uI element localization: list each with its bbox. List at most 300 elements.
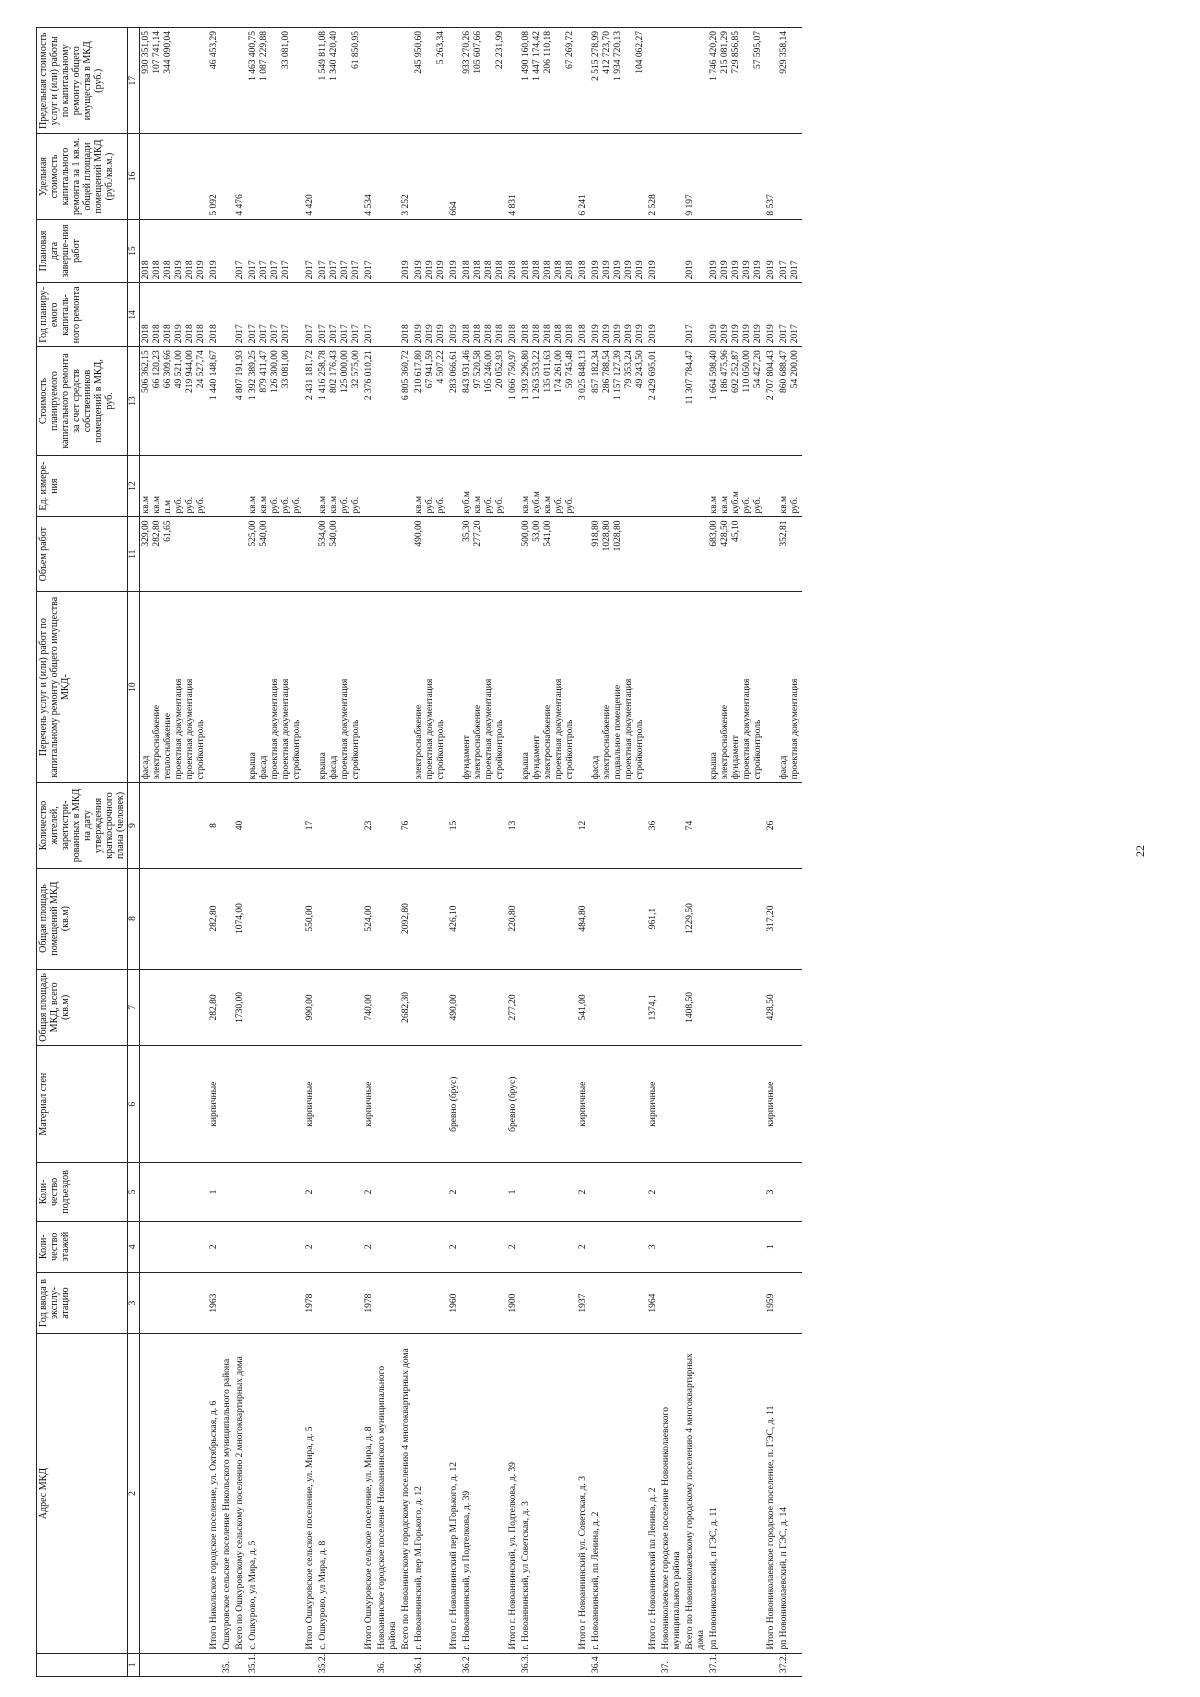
cell-pdate: 2018 2018 2018 2018 2018 bbox=[520, 219, 577, 283]
cell-floors bbox=[234, 1221, 247, 1272]
cell-area bbox=[708, 969, 765, 1046]
cell-addr: с. Ошкурово, ул Мира, д. 5 bbox=[247, 1334, 304, 1653]
cell-unit bbox=[765, 455, 778, 517]
cell-res bbox=[247, 783, 304, 868]
column-number: 13 bbox=[128, 347, 140, 456]
cell-spec: 664 bbox=[448, 134, 461, 219]
cell-pdate: 2017 2017 2017 2017 bbox=[247, 219, 304, 283]
cell-pyear: 2018 bbox=[507, 283, 520, 347]
cell-unit bbox=[400, 455, 413, 517]
cell-cost: 1 440 148,67 bbox=[208, 347, 221, 456]
cell-mat: кирпичные bbox=[577, 1046, 590, 1163]
capital-repair-table bbox=[36, 27, 802, 1677]
cell-works bbox=[660, 591, 684, 782]
cell-addr: Новоанинское городское поселение Новоаннинского муниципального района bbox=[376, 1334, 400, 1653]
cell-pyear: 2018 2018 2018 2018 2018 bbox=[520, 283, 577, 347]
table-row bbox=[304, 28, 317, 1677]
cell-floors bbox=[461, 1221, 507, 1272]
column-number: 9 bbox=[128, 783, 140, 868]
cell-spec bbox=[376, 134, 400, 219]
cell-n: 36.3. bbox=[520, 1653, 577, 1676]
cell-vol bbox=[577, 517, 590, 591]
cell-unit: куб.м кв.м руб. руб. bbox=[461, 455, 507, 517]
column-number: 14 bbox=[128, 283, 140, 347]
cell-year: 1963 bbox=[208, 1272, 221, 1334]
cell-year bbox=[660, 1272, 684, 1334]
cell-limit bbox=[376, 28, 400, 134]
cell-limit: 1 549 811,08 1 340 420,40 61 850,95 bbox=[317, 28, 363, 134]
cell-floors bbox=[376, 1221, 400, 1272]
cell-parea bbox=[376, 868, 400, 969]
table-row bbox=[234, 28, 247, 1677]
cell-res bbox=[317, 783, 363, 868]
cell-area: 541,00 bbox=[577, 969, 590, 1046]
cell-spec bbox=[140, 134, 209, 219]
cell-area bbox=[247, 969, 304, 1046]
cell-year bbox=[376, 1272, 400, 1334]
cell-addr: Итого Новониколаевское городское поселение, п. ГЭС, д. 11 bbox=[765, 1334, 778, 1653]
cell-year bbox=[400, 1272, 413, 1334]
cell-works bbox=[363, 591, 376, 782]
cell-mat: кирпичные bbox=[208, 1046, 221, 1163]
cell-works bbox=[765, 591, 778, 782]
cell-vol bbox=[660, 517, 684, 591]
cell-limit bbox=[660, 28, 684, 134]
cell-floors: 2 bbox=[208, 1221, 221, 1272]
cell-floors bbox=[520, 1221, 577, 1272]
cell-addr bbox=[140, 1334, 209, 1653]
cell-n: 37.1. bbox=[708, 1653, 765, 1676]
cell-unit: кв.м кв.м п.м руб. руб. руб. bbox=[140, 455, 209, 517]
cell-cost: 1 393 296,80 1 263 533,22 135 011,63 174 261,00 59 745,48 bbox=[520, 347, 577, 456]
cell-cost: 506 362,15 66 120,23 66 309,66 49 521,00 219 944,00 24 527,74 bbox=[140, 347, 209, 456]
cell-mat: кирпичные bbox=[647, 1046, 660, 1163]
cell-pdate: 2017 2017 2017 2017 bbox=[317, 219, 363, 283]
header-cell: Общая площадь помещений МКД (кв.м) bbox=[37, 868, 128, 969]
cell-floors: 2 bbox=[507, 1221, 520, 1272]
cell-pdate: 2017 bbox=[234, 219, 247, 283]
cell-res: 23 bbox=[363, 783, 376, 868]
column-number: 12 bbox=[128, 455, 140, 517]
cell-ent bbox=[400, 1163, 413, 1222]
cell-pyear: 2018 bbox=[400, 283, 413, 347]
cell-year bbox=[317, 1272, 363, 1334]
cell-pyear: 2018 bbox=[577, 283, 590, 347]
cell-pyear: 2019 bbox=[448, 283, 461, 347]
cell-area bbox=[413, 969, 448, 1046]
cell-area: 990,00 bbox=[304, 969, 317, 1046]
cell-floors bbox=[708, 1221, 765, 1272]
cell-area bbox=[590, 969, 647, 1046]
cell-ent bbox=[140, 1163, 209, 1222]
cell-area: 740,00 bbox=[363, 969, 376, 1046]
cell-unit: кв.м руб. bbox=[778, 455, 802, 517]
cell-ent bbox=[413, 1163, 448, 1222]
cell-addr: Новониколаевское городское поселение Новониколаевского муниципального района bbox=[660, 1334, 684, 1653]
cell-ent: 2 bbox=[363, 1163, 376, 1222]
header-cell: Ед. измере-ния bbox=[37, 455, 128, 517]
cell-vol bbox=[647, 517, 660, 591]
cell-cost: 843 931,46 97 520,58 105 246,00 20 052,93 bbox=[461, 347, 507, 456]
table-row bbox=[684, 28, 708, 1677]
cell-res bbox=[461, 783, 507, 868]
cell-pyear: 2017 2017 2017 2017 bbox=[317, 283, 363, 347]
cell-works: фундамент электроснабжение проектная документация стройконтроль bbox=[461, 591, 507, 782]
cell-limit bbox=[448, 28, 461, 134]
table-row bbox=[317, 28, 363, 1677]
cell-ent: 2 bbox=[448, 1163, 461, 1222]
cell-parea bbox=[590, 868, 647, 969]
cell-n: 35. bbox=[221, 1653, 234, 1676]
cell-n bbox=[448, 1653, 461, 1676]
table-row bbox=[507, 28, 520, 1677]
cell-pdate bbox=[660, 219, 684, 283]
cell-cost: 210 617,80 67 941,59 4 507,22 bbox=[413, 347, 448, 456]
cell-mat bbox=[590, 1046, 647, 1163]
cell-spec bbox=[590, 134, 647, 219]
cell-addr: Ошкуровское сельское поселение Никольского муниципального района bbox=[221, 1334, 234, 1653]
cell-works bbox=[208, 591, 221, 782]
cell-limit bbox=[363, 28, 376, 134]
cell-limit: 929 358,14 bbox=[778, 28, 802, 134]
cell-year bbox=[778, 1272, 802, 1334]
cell-vol bbox=[400, 517, 413, 591]
cell-addr: Итого Никольское городское поселение, ул. Октябрьская, д. 6 bbox=[208, 1334, 221, 1653]
table-body bbox=[140, 28, 803, 1677]
table-row bbox=[376, 28, 400, 1677]
cell-unit bbox=[304, 455, 317, 517]
cell-addr: Итого г Новоаннинский ул. Советская, д. 3 bbox=[577, 1334, 590, 1653]
cell-addr: г. Новоаннинский, ул Подтелкова, д. 39 bbox=[461, 1334, 507, 1653]
cell-res bbox=[590, 783, 647, 868]
cell-spec: 3 252 bbox=[400, 134, 413, 219]
cell-ent bbox=[708, 1163, 765, 1222]
cell-n bbox=[363, 1653, 376, 1676]
cell-res: 40 bbox=[234, 783, 247, 868]
cell-res: 36 bbox=[647, 783, 660, 868]
cell-limit bbox=[507, 28, 520, 134]
cell-pyear: 2018 2018 2018 2019 2018 2018 bbox=[140, 283, 209, 347]
cell-addr: Итого г. Новоаннинский, ул. Подтелкова, д. 39 bbox=[507, 1334, 520, 1653]
cell-n bbox=[400, 1653, 413, 1676]
column-number: 1 bbox=[128, 1653, 140, 1676]
cell-parea bbox=[461, 868, 507, 969]
cell-addr: г. Новоаннинский, ул Советская, д. 3 bbox=[520, 1334, 577, 1653]
cell-res bbox=[660, 783, 684, 868]
cell-floors bbox=[684, 1221, 708, 1272]
cell-res bbox=[413, 783, 448, 868]
table-row bbox=[208, 28, 221, 1677]
cell-cost: 2 376 010,21 bbox=[363, 347, 376, 456]
cell-vol bbox=[507, 517, 520, 591]
cell-n: 37. bbox=[660, 1653, 684, 1676]
cell-floors bbox=[778, 1221, 802, 1272]
cell-floors: 2 bbox=[577, 1221, 590, 1272]
cell-works: электроснабжение проектная документация стройконтроль bbox=[413, 591, 448, 782]
cell-parea: 550,00 bbox=[304, 868, 317, 969]
cell-pyear bbox=[376, 283, 400, 347]
cell-unit bbox=[660, 455, 684, 517]
cell-mat bbox=[221, 1046, 234, 1163]
cell-year bbox=[708, 1272, 765, 1334]
cell-spec bbox=[247, 134, 304, 219]
cell-pdate: 2018 2018 2018 2018 bbox=[461, 219, 507, 283]
cell-res bbox=[708, 783, 765, 868]
cell-spec: 4 534 bbox=[363, 134, 376, 219]
cell-unit bbox=[684, 455, 708, 517]
cell-ent bbox=[234, 1163, 247, 1222]
cell-parea bbox=[778, 868, 802, 969]
cell-cost: 6 805 360,72 bbox=[400, 347, 413, 456]
header-cell: Количество жителей, зарегистри-рованных в МКД на дату утверждения краткосрочного плана (человек) bbox=[37, 783, 128, 868]
cell-area bbox=[520, 969, 577, 1046]
cell-cost: 1 392 389,25 879 411,47 126 300,00 33 081,00 bbox=[247, 347, 304, 456]
cell-limit: 245 950,60 5 263,34 bbox=[413, 28, 448, 134]
header-cell: Коли-чество этажей bbox=[37, 1221, 128, 1272]
cell-limit bbox=[304, 28, 317, 134]
cell-pdate: 2019 bbox=[765, 219, 778, 283]
cell-works: крыша фасад проектная документация стройконтроль bbox=[317, 591, 363, 782]
cell-limit: 933 270,26 105 607,66 22 231,99 bbox=[461, 28, 507, 134]
cell-year bbox=[140, 1272, 209, 1334]
cell-pyear: 2019 2019 2019 2019 2019 bbox=[708, 283, 765, 347]
cell-area bbox=[660, 969, 684, 1046]
cell-limit bbox=[400, 28, 413, 134]
cell-addr: Итого г. Новоаннинский пл Ленина, д. 2 bbox=[647, 1334, 660, 1653]
cell-vol bbox=[234, 517, 247, 591]
column-number: 3 bbox=[128, 1272, 140, 1334]
cell-area bbox=[376, 969, 400, 1046]
cell-vol: 534,00 540,00 bbox=[317, 517, 363, 591]
cell-pdate: 2017 2017 bbox=[778, 219, 802, 283]
cell-area: 1408,50 bbox=[684, 969, 708, 1046]
cell-spec bbox=[317, 134, 363, 219]
cell-floors: 3 bbox=[647, 1221, 660, 1272]
cell-ent: 2 bbox=[577, 1163, 590, 1222]
cell-cost: 1 664 598,40 186 475,96 692 252,87 110 050,00 54 427,20 bbox=[708, 347, 765, 456]
cell-year: 1978 bbox=[363, 1272, 376, 1334]
cell-ent bbox=[520, 1163, 577, 1222]
header-cell: Объем работ bbox=[37, 517, 128, 591]
column-number: 16 bbox=[128, 134, 140, 219]
cell-area bbox=[221, 969, 234, 1046]
cell-ent bbox=[590, 1163, 647, 1222]
cell-res: 12 bbox=[577, 783, 590, 868]
cell-spec bbox=[778, 134, 802, 219]
cell-pdate: 2018 bbox=[577, 219, 590, 283]
cell-year: 1978 bbox=[304, 1272, 317, 1334]
cell-mat bbox=[461, 1046, 507, 1163]
column-number: 8 bbox=[128, 868, 140, 969]
cell-floors: 2 bbox=[363, 1221, 376, 1272]
cell-mat: бревно (брус) bbox=[507, 1046, 520, 1163]
cell-n bbox=[577, 1653, 590, 1676]
cell-pdate bbox=[221, 219, 234, 283]
cell-ent bbox=[221, 1163, 234, 1222]
cell-pdate: 2017 bbox=[304, 219, 317, 283]
cell-year bbox=[234, 1272, 247, 1334]
cell-floors: 2 bbox=[304, 1221, 317, 1272]
cell-ent: 2 bbox=[304, 1163, 317, 1222]
table-row bbox=[765, 28, 778, 1677]
header-cell: Год ввода в эксплу-атацию bbox=[37, 1272, 128, 1334]
cell-pyear: 2017 2017 bbox=[778, 283, 802, 347]
cell-n bbox=[765, 1653, 778, 1676]
column-number: 11 bbox=[128, 517, 140, 591]
cell-parea: 426,10 bbox=[448, 868, 461, 969]
cell-year: 1937 bbox=[577, 1272, 590, 1334]
cell-mat bbox=[376, 1046, 400, 1163]
cell-unit bbox=[647, 455, 660, 517]
table-row bbox=[448, 28, 461, 1677]
cell-n: 35.1. bbox=[247, 1653, 304, 1676]
cell-n bbox=[140, 1653, 209, 1676]
cell-limit bbox=[684, 28, 708, 134]
header-cell: Общая площадь МКД, всего (кв.м) bbox=[37, 969, 128, 1046]
column-number-row bbox=[128, 28, 140, 1677]
cell-year: 1964 bbox=[647, 1272, 660, 1334]
cell-mat: бревно (брус) bbox=[448, 1046, 461, 1163]
cell-pdate: 2019 bbox=[448, 219, 461, 283]
cell-works bbox=[304, 591, 317, 782]
cell-n bbox=[208, 1653, 221, 1676]
cell-n bbox=[304, 1653, 317, 1676]
cell-pyear: 2017 bbox=[304, 283, 317, 347]
cell-works bbox=[221, 591, 234, 782]
cell-pyear: 2017 bbox=[684, 283, 708, 347]
cell-unit: кв.м кв.м куб.м руб. руб. bbox=[708, 455, 765, 517]
cell-parea: 484,80 bbox=[577, 868, 590, 969]
cell-res: 8 bbox=[208, 783, 221, 868]
column-number: 15 bbox=[128, 219, 140, 283]
cell-addr: Итого г. Новоаннинский пер М.Горького, д. 12 bbox=[448, 1334, 461, 1653]
cell-spec bbox=[660, 134, 684, 219]
cell-ent bbox=[376, 1163, 400, 1222]
cell-n bbox=[684, 1653, 708, 1676]
cell-n: 36.2 bbox=[461, 1653, 507, 1676]
table-row bbox=[660, 28, 684, 1677]
cell-unit: кв.м куб.м кв.м руб. руб. bbox=[520, 455, 577, 517]
cell-addr: Всего по Ошкуровскому сельскому поселению 2 многоквартирных дома bbox=[234, 1334, 247, 1653]
header-cell: Стоимость планируемого капитального ремонта за счет средств собственников помещений в МКД, руб. bbox=[37, 347, 128, 456]
cell-addr: Итого Ошкуровское сельское поселение, ул. Мира, д. 8 bbox=[363, 1334, 376, 1653]
table-row bbox=[140, 28, 209, 1677]
cell-floors bbox=[400, 1221, 413, 1272]
cell-limit bbox=[234, 28, 247, 134]
cell-floors: 2 bbox=[448, 1221, 461, 1272]
cell-vol bbox=[208, 517, 221, 591]
cell-addr: Итого Ошкуровское сельское поселение, ул. Мира, д. 5 bbox=[304, 1334, 317, 1653]
cell-year bbox=[413, 1272, 448, 1334]
cell-parea bbox=[520, 868, 577, 969]
cell-pdate: 2018 bbox=[507, 219, 520, 283]
cell-vol bbox=[363, 517, 376, 591]
header-cell: Адрес МКД bbox=[37, 1334, 128, 1653]
table-header bbox=[37, 28, 140, 1677]
cell-area bbox=[140, 969, 209, 1046]
cell-works: крыша электроснабжение фундамент проектная документация стройконтроль bbox=[708, 591, 765, 782]
cell-works bbox=[647, 591, 660, 782]
column-number: 10 bbox=[128, 591, 140, 782]
cell-ent bbox=[461, 1163, 507, 1222]
cell-addr: г. Новоаннинский, пл Ленина, д. 2 bbox=[590, 1334, 647, 1653]
cell-ent: 1 bbox=[208, 1163, 221, 1222]
cell-limit: 930 351,05 107 741,14 344 090,04 bbox=[140, 28, 209, 134]
cell-parea: 282,80 bbox=[208, 868, 221, 969]
cell-year bbox=[520, 1272, 577, 1334]
cell-spec bbox=[708, 134, 765, 219]
cell-spec bbox=[413, 134, 448, 219]
cell-pyear: 2018 2018 2018 2018 bbox=[461, 283, 507, 347]
cell-ent: 1 bbox=[507, 1163, 520, 1222]
cell-spec bbox=[520, 134, 577, 219]
cell-n: 36. bbox=[376, 1653, 400, 1676]
cell-spec: 4 420 bbox=[304, 134, 317, 219]
cell-mat bbox=[778, 1046, 802, 1163]
cell-works bbox=[448, 591, 461, 782]
cell-limit: 1 746 420,20 215 081,29 729 856,85 57 595,07 bbox=[708, 28, 765, 134]
cell-area: 2682,30 bbox=[400, 969, 413, 1046]
cell-res: 13 bbox=[507, 783, 520, 868]
cell-unit bbox=[363, 455, 376, 517]
cell-cost: 3 025 848,13 bbox=[577, 347, 590, 456]
header-cell: Перечень услуг и (или) работ по капитальному ремонту общего имущества МКД- bbox=[37, 591, 128, 782]
cell-year: 1959 bbox=[765, 1272, 778, 1334]
cell-mat bbox=[234, 1046, 247, 1163]
cell-limit bbox=[577, 28, 590, 134]
cell-limit bbox=[765, 28, 778, 134]
cell-pyear bbox=[660, 283, 684, 347]
cell-vol: 352,81 bbox=[778, 517, 802, 591]
cell-parea: 524,00 bbox=[363, 868, 376, 969]
cell-pdate: 2019 2019 2019 2019 2019 bbox=[590, 219, 647, 283]
cell-year: 1900 bbox=[507, 1272, 520, 1334]
cell-ent bbox=[317, 1163, 363, 1222]
cell-area bbox=[461, 969, 507, 1046]
cell-pdate: 2019 bbox=[684, 219, 708, 283]
cell-vol: 525,00 540,00 bbox=[247, 517, 304, 591]
cell-addr: рп Новониколаевский, п ГЭС, д. 11 bbox=[708, 1334, 765, 1653]
cell-pyear: 2017 2017 2017 2017 bbox=[247, 283, 304, 347]
cell-area bbox=[778, 969, 802, 1046]
cell-ent: 3 bbox=[765, 1163, 778, 1222]
cell-ent bbox=[247, 1163, 304, 1222]
cell-pdate: 2019 bbox=[208, 219, 221, 283]
cell-works: крыша фундамент электроснабжение проектная документация стройконтроль bbox=[520, 591, 577, 782]
table-row bbox=[590, 28, 647, 1677]
cell-spec: 6 241 bbox=[577, 134, 590, 219]
cell-floors: 1 bbox=[765, 1221, 778, 1272]
cell-cost: 2 429 695,01 bbox=[647, 347, 660, 456]
column-number: 5 bbox=[128, 1163, 140, 1222]
cell-ent bbox=[778, 1163, 802, 1222]
cell-mat bbox=[684, 1046, 708, 1163]
column-number: 17 bbox=[128, 28, 140, 134]
cell-addr: рп Новониколаевский, п ГЭС, д. 14 bbox=[778, 1334, 802, 1653]
cell-mat bbox=[708, 1046, 765, 1163]
table-row bbox=[221, 28, 234, 1677]
cell-res: 74 bbox=[684, 783, 708, 868]
cell-ent: 2 bbox=[647, 1163, 660, 1222]
cell-pyear: 2017 bbox=[363, 283, 376, 347]
column-number: 2 bbox=[128, 1334, 140, 1653]
cell-cost: 1 066 750,97 bbox=[507, 347, 520, 456]
cell-spec: 8 537 bbox=[765, 134, 778, 219]
cell-unit bbox=[376, 455, 400, 517]
cell-year bbox=[684, 1272, 708, 1334]
cell-vol: 490,00 bbox=[413, 517, 448, 591]
cell-vol: 683,00 428,50 45,10 bbox=[708, 517, 765, 591]
